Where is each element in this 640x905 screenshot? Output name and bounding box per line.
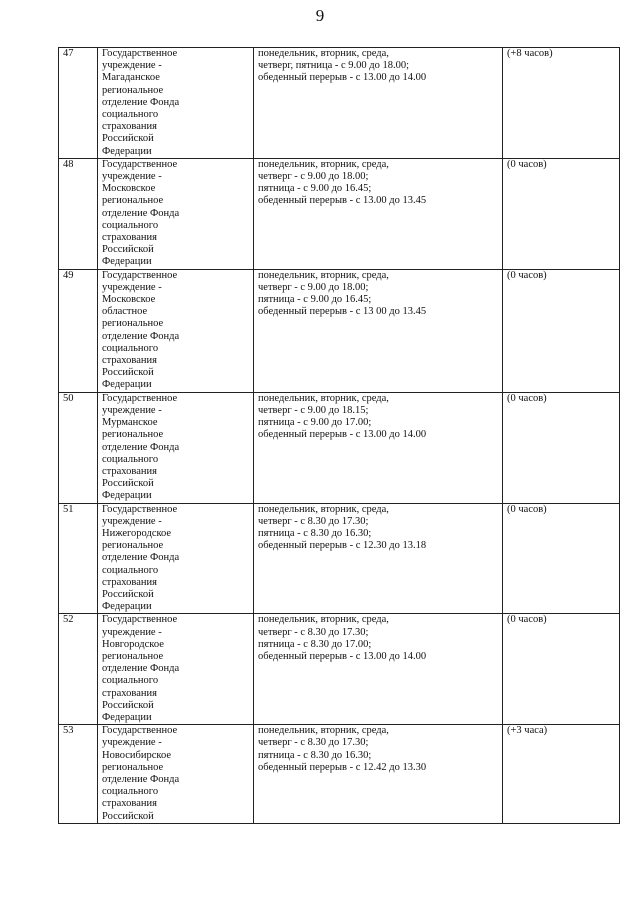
row-number: 49 xyxy=(59,269,98,392)
organization-name-line: региональное xyxy=(102,429,164,441)
table-row xyxy=(59,158,620,269)
time-offset: (0 часов) xyxy=(503,503,620,614)
working-hours-line: четверг - с 9.00 до 18.00; xyxy=(258,281,369,293)
organization-name-line: Московское xyxy=(102,294,156,306)
working-hours-line: понедельник, вторник, среда, xyxy=(258,269,389,281)
working-hours-line: обеденный перерыв - с 13.00 до 14.00 xyxy=(258,650,427,662)
organization-name-line: Новгородское xyxy=(102,638,164,650)
organization-name-line: Федерации xyxy=(102,601,152,613)
working-hours xyxy=(254,158,503,269)
working-hours-line: четверг, пятница - с 9.00 до 18.00; xyxy=(258,60,410,72)
organization-name-line: учреждение - xyxy=(102,515,162,527)
organization-name xyxy=(98,614,254,725)
organization-name-line: социального xyxy=(102,675,159,687)
working-hours-line: обеденный перерыв - с 13.00 до 14.00 xyxy=(258,429,427,441)
table-row xyxy=(59,614,620,725)
time-offset: (+3 часа) xyxy=(503,725,620,824)
working-hours-line: четверг - с 9.00 до 18.00; xyxy=(258,171,369,183)
organization-name xyxy=(98,158,254,269)
working-hours xyxy=(254,725,503,824)
organization-name-line: учреждение - xyxy=(102,737,162,749)
working-hours xyxy=(254,392,503,503)
table-row xyxy=(59,725,620,824)
organization-name-line: Российской xyxy=(102,367,154,379)
organization-name-line: Государственное xyxy=(102,158,178,170)
organization-name-line: Новосибирское xyxy=(102,749,171,761)
page-number: 9 xyxy=(315,6,325,25)
working-hours-line: обеденный перерыв - с 13 00 до 13.45 xyxy=(258,306,427,318)
working-hours-line: понедельник, вторник, среда, xyxy=(258,392,389,404)
organization-name-line: Федерации xyxy=(102,490,152,502)
organization-name-line: Мурманское xyxy=(102,417,158,429)
working-hours xyxy=(254,48,503,159)
working-hours-line: четверг - с 8.30 до 17.30; xyxy=(258,515,369,527)
time-offset: (+8 часов) xyxy=(503,48,620,159)
organization-name-line: Государственное xyxy=(102,503,178,515)
working-hours-line: понедельник, вторник, среда, xyxy=(258,503,389,515)
organization-name-line: социального xyxy=(102,109,159,121)
working-hours-line: обеденный перерыв - с 12.30 до 13.18 xyxy=(258,540,427,552)
row-number: 51 xyxy=(59,503,98,614)
organization-name-line: социального xyxy=(102,453,159,465)
working-hours-line: понедельник, вторник, среда, xyxy=(258,725,389,737)
organization-name-line: Российской xyxy=(102,810,154,822)
organization-name-line: социального xyxy=(102,564,159,576)
working-hours-line: понедельник, вторник, среда, xyxy=(258,48,389,59)
working-hours-line: пятница - с 9.00 до 16.45; xyxy=(258,294,372,306)
row-number: 53 xyxy=(59,725,98,824)
row-number: 52 xyxy=(59,614,98,725)
schedule-table xyxy=(58,47,620,824)
working-hours xyxy=(254,503,503,614)
organization-name-line: Российской xyxy=(102,133,154,145)
organization-name-line: Федерации xyxy=(102,256,152,268)
organization-name-line: отделение Фонда xyxy=(102,773,180,785)
working-hours-line: пятница - с 8.30 до 16.30; xyxy=(258,749,372,761)
row-number: 47 xyxy=(59,48,98,159)
organization-name-line: страхования xyxy=(102,121,157,133)
organization-name-line: Государственное xyxy=(102,392,178,404)
organization-name xyxy=(98,269,254,392)
organization-name-line: страхования xyxy=(102,687,157,699)
working-hours-line: обеденный перерыв - с 12.42 до 13.30 xyxy=(258,761,427,773)
organization-name-line: региональное xyxy=(102,650,164,662)
organization-name-line: региональное xyxy=(102,761,164,773)
organization-name-line: страхования xyxy=(102,798,157,810)
organization-name-line: региональное xyxy=(102,318,164,330)
organization-name-line: отделение Фонда xyxy=(102,552,180,564)
organization-name-line: страхования xyxy=(102,232,157,244)
table-row xyxy=(59,48,620,159)
organization-name-line: учреждение - xyxy=(102,626,162,638)
organization-name xyxy=(98,503,254,614)
organization-name-line: Российской xyxy=(102,478,154,490)
organization-name-line: отделение Фонда xyxy=(102,663,180,675)
organization-name-line: Российской xyxy=(102,588,154,600)
organization-name-line: отделение Фонда xyxy=(102,207,180,219)
organization-name-line: Федерации xyxy=(102,379,152,391)
working-hours-line: пятница - с 9.00 до 16.45; xyxy=(258,183,372,195)
schedule-table-body xyxy=(59,48,620,824)
organization-name-line: страхования xyxy=(102,465,157,477)
time-offset: (0 часов) xyxy=(503,269,620,392)
organization-name xyxy=(98,48,254,159)
organization-name-line: Государственное xyxy=(102,614,178,626)
organization-name-line: Нижегородское xyxy=(102,527,172,539)
organization-name-line: отделение Фонда xyxy=(102,441,180,453)
working-hours-line: понедельник, вторник, среда, xyxy=(258,158,389,170)
organization-name xyxy=(98,725,254,824)
organization-name-line: социального xyxy=(102,342,159,354)
row-number: 48 xyxy=(59,158,98,269)
row-number: 50 xyxy=(59,392,98,503)
organization-name-line: страхования xyxy=(102,576,157,588)
organization-name-line: Государственное xyxy=(102,725,178,737)
time-offset: (0 часов) xyxy=(503,158,620,269)
organization-name-line: региональное xyxy=(102,540,164,552)
working-hours-line: пятница - с 8.30 до 17.00; xyxy=(258,638,372,650)
working-hours-line: обеденный перерыв - с 13.00 до 14.00 xyxy=(258,72,427,84)
working-hours-line: пятница - с 9.00 до 17.00; xyxy=(258,417,372,429)
working-hours-line: понедельник, вторник, среда, xyxy=(258,614,389,626)
organization-name-line: отделение Фонда xyxy=(102,96,180,108)
organization-name-line: социального xyxy=(102,786,159,798)
organization-name-line: региональное xyxy=(102,84,164,96)
working-hours-line: обеденный перерыв - с 13.00 до 13.45 xyxy=(258,195,427,207)
organization-name-line: областное xyxy=(102,306,148,318)
table-row xyxy=(59,392,620,503)
organization-name-line: отделение Фонда xyxy=(102,330,180,342)
organization-name-line: Федерации xyxy=(102,145,152,157)
table-row xyxy=(59,269,620,392)
time-offset: (0 часов) xyxy=(503,614,620,725)
working-hours xyxy=(254,614,503,725)
time-offset: (0 часов) xyxy=(503,392,620,503)
organization-name-line: Государственное xyxy=(102,269,178,281)
organization-name-line: учреждение - xyxy=(102,281,162,293)
organization-name-line: Московское xyxy=(102,183,156,195)
organization-name-line: Государственное xyxy=(102,48,178,59)
working-hours-line: четверг - с 8.30 до 17.30; xyxy=(258,737,369,749)
organization-name-line: учреждение - xyxy=(102,404,162,416)
table-row xyxy=(59,503,620,614)
working-hours-line: четверг - с 8.30 до 17.30; xyxy=(258,626,369,638)
organization-name-line: Магаданское xyxy=(102,72,160,84)
organization-name-line: Российской xyxy=(102,699,154,711)
organization-name-line: Федерации xyxy=(102,711,152,723)
working-hours-line: четверг - с 9.00 до 18.15; xyxy=(258,404,369,416)
organization-name-line: учреждение - xyxy=(102,60,162,72)
organization-name-line: страхования xyxy=(102,355,157,367)
organization-name xyxy=(98,392,254,503)
organization-name-line: региональное xyxy=(102,195,164,207)
organization-name-line: Российской xyxy=(102,244,154,256)
working-hours-line: пятница - с 8.30 до 16.30; xyxy=(258,527,372,539)
working-hours xyxy=(254,269,503,392)
organization-name-line: учреждение - xyxy=(102,171,162,183)
organization-name-line: социального xyxy=(102,219,159,231)
